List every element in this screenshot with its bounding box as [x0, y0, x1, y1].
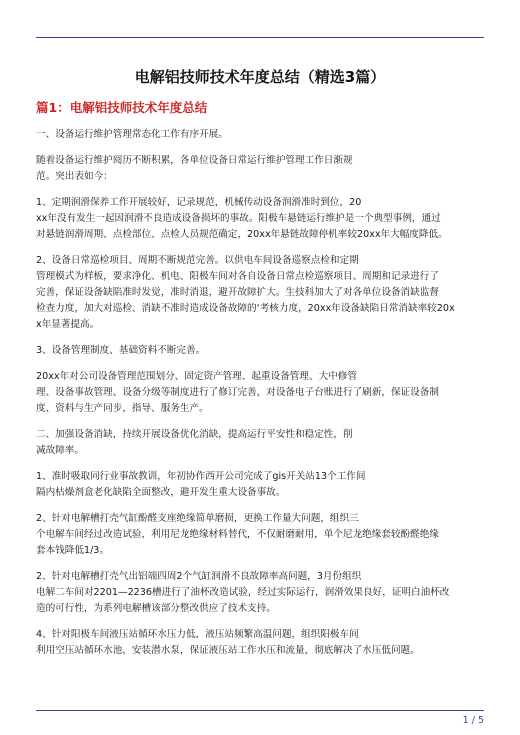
document-title: 电解铝技师技术年度总结（精选3篇）: [134, 68, 386, 86]
header-rule: [36, 37, 484, 38]
paragraph-3: 1、定期润滑保养工作开展较好，记录规范，机械传动设备润滑准时到位，20 xx年没有发生一起因润滑不良造成设备损坏的事故。阳极车悬链运行维护是一个典型事例，通过 对悬链润滑周期、点检部位、点检人员规范确定，20xx年悬链故障停机率较20xx年大幅度降低。: [36, 197, 448, 240]
paragraph-7: 二、加强设备消缺，持续开展设备优化消缺，提高运行平安性和稳定性，削 减故障率。: [36, 429, 353, 456]
paragraph-6: 20xx年对公司设备管理范围划分、固定资产管理、起重设备管理、大中修管 理、设备事故管理、设备分级等制度进行了修订完善，对设备电子台账进行了刷新，保证设备制 度、资料与生产同步，指导、服务生产。: [36, 371, 439, 414]
document-body: [36, 127, 486, 669]
footer-rule: [36, 710, 484, 711]
paragraph-11: 4、针对阳极车间液压站循环水压力低，液压站频繁高温问题，组织阳极车间 利用空压站循环水池，安装潜水泵，保证液压站工作水压和流量，彻底解决了水压低问题。: [36, 629, 420, 656]
paragraph-4: 2、设备日常巡检项目、周期不断规范完善。以供电车间设备巡察点检和定期 管理模式为样板，要求净化、机电、阳极车间对各自设备日常点检巡察项目、周期和记录进行了 完善，保证设备缺陷准时发觉，准时消退，避开故障扩大。生技科加大了对各单位设备消缺监督 检查力度，加大对巡检、消缺不准时造成设备故障的‘考核力度，20xx年设备缺陷日常消缺率较20x x年显著提高。: [36, 255, 455, 330]
paragraph-8: 1、准时吸取同行业事故教训，年初协作西开公司完成了gis开关站13个工作间 隔内枯燥剂盒老化缺陷全面整改，避开发生重大设备事故。: [36, 471, 366, 498]
page-number: 1 / 5: [462, 715, 484, 726]
paragraph-10: 2、针对电解槽打壳气出铝端四周2个气缸润滑不良故障率高问题，3月份组织 电解二车间对2201—2236槽进行了油杯改造试验，经过实际运行，润滑效果良好，证明白油杯改 造的可行性，为系列电解槽该部分整改供应了技术支持。: [36, 571, 450, 614]
paragraph-9: 2、针对电解槽打壳气缸酚醛支座绝缘简单磨损，更换工作量大问题，组织三 个电解车间经过改造试验，利用尼龙绝缘材料替代，不仅耐磨耐用，单个尼龙绝缘套较酚醛绝缘 套本钱降低1/3。: [36, 513, 439, 556]
paragraph-1: 一、设备运行维护管理常态化工作有序开展。: [36, 129, 228, 140]
paragraph-5: 3、设备管理制度、基础资料不断完善。: [36, 345, 206, 356]
paragraph-2: 随着设备运行维护阅历不断积累，各单位设备日常运行维护管理工作日渐规 范。突出表如今：: [36, 155, 353, 182]
section-heading: 篇1：电解铝技师技术年度总结: [36, 100, 208, 115]
